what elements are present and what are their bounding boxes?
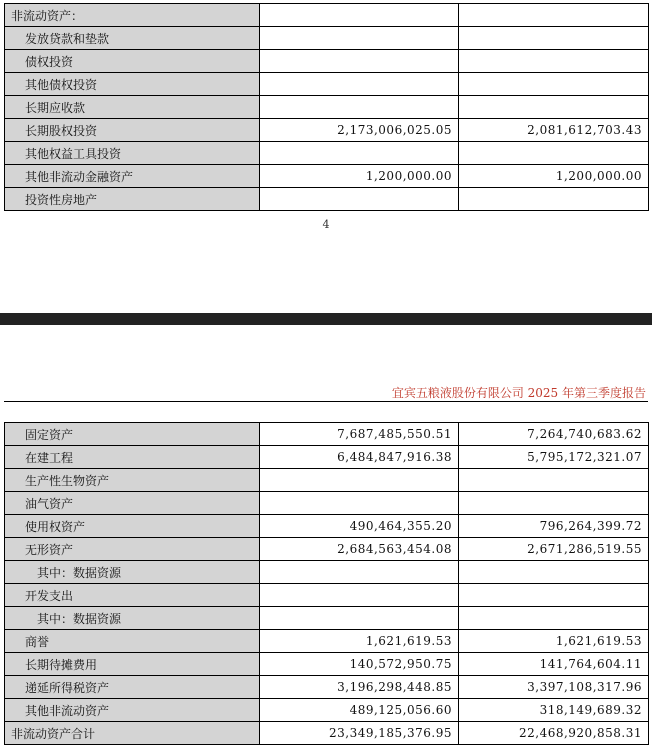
value-current bbox=[260, 73, 459, 96]
table-row bbox=[5, 446, 649, 469]
row-label: 商誉 bbox=[5, 630, 260, 653]
row-label: 在建工程 bbox=[5, 446, 260, 469]
value-current bbox=[260, 607, 459, 630]
value-current bbox=[260, 50, 459, 73]
table-row bbox=[5, 653, 649, 676]
row-label: 其他权益工具投资 bbox=[5, 142, 260, 165]
value-current bbox=[260, 142, 459, 165]
value-prior: 2,081,612,703.43 bbox=[459, 119, 649, 142]
value-prior: 141,764,604.11 bbox=[459, 653, 649, 676]
value-current: 489,125,056.60 bbox=[260, 699, 459, 722]
value-prior bbox=[459, 561, 649, 584]
row-label: 其他非流动金融资产 bbox=[5, 165, 260, 188]
table-row bbox=[5, 50, 649, 73]
value-prior: 5,795,172,321.07 bbox=[459, 446, 649, 469]
row-label: 其中：数据资源 bbox=[5, 607, 260, 630]
table-row bbox=[5, 165, 649, 188]
value-current: 490,464,355.20 bbox=[260, 515, 459, 538]
value-prior bbox=[459, 469, 649, 492]
value-prior bbox=[459, 584, 649, 607]
value-current: 2,684,563,454.08 bbox=[260, 538, 459, 561]
value-current bbox=[260, 584, 459, 607]
value-prior bbox=[459, 27, 649, 50]
value-current: 23,349,185,376.95 bbox=[260, 722, 459, 745]
table-row bbox=[5, 607, 649, 630]
balance-sheet-table-top bbox=[4, 3, 649, 211]
value-current: 3,196,298,448.85 bbox=[260, 676, 459, 699]
table-row bbox=[5, 515, 649, 538]
value-prior: 7,264,740,683.62 bbox=[459, 423, 649, 446]
row-label: 其他非流动资产 bbox=[5, 699, 260, 722]
table-row bbox=[5, 538, 649, 561]
balance-sheet-table-bottom bbox=[4, 422, 649, 745]
value-prior: 1,621,619.53 bbox=[459, 630, 649, 653]
value-prior bbox=[459, 50, 649, 73]
value-current bbox=[260, 188, 459, 211]
header-rule bbox=[4, 401, 648, 402]
value-current bbox=[260, 96, 459, 119]
value-prior bbox=[459, 4, 649, 27]
row-label: 使用权资产 bbox=[5, 515, 260, 538]
table-row bbox=[5, 630, 649, 653]
row-label: 其他债权投资 bbox=[5, 73, 260, 96]
report-header: 宜宾五粮液股份有限公司 2025 年第三季度报告 bbox=[391, 386, 646, 400]
value-prior bbox=[459, 607, 649, 630]
table-row bbox=[5, 188, 649, 211]
table-row bbox=[5, 492, 649, 515]
page-number: 4 bbox=[322, 218, 330, 231]
table-row bbox=[5, 423, 649, 446]
row-label: 无形资产 bbox=[5, 538, 260, 561]
table-row bbox=[5, 722, 649, 745]
table-row bbox=[5, 561, 649, 584]
row-label: 非流动资产： bbox=[5, 4, 260, 27]
value-current bbox=[260, 27, 459, 50]
value-current: 6,484,847,916.38 bbox=[260, 446, 459, 469]
table-row bbox=[5, 96, 649, 119]
row-label: 其中：数据资源 bbox=[5, 561, 260, 584]
table-row bbox=[5, 27, 649, 50]
row-label: 固定资产 bbox=[5, 423, 260, 446]
value-current: 1,621,619.53 bbox=[260, 630, 459, 653]
value-current: 7,687,485,550.51 bbox=[260, 423, 459, 446]
page-break-divider bbox=[0, 313, 652, 325]
row-label: 生产性生物资产 bbox=[5, 469, 260, 492]
value-prior bbox=[459, 492, 649, 515]
value-current bbox=[260, 469, 459, 492]
value-prior bbox=[459, 142, 649, 165]
row-label: 投资性房地产 bbox=[5, 188, 260, 211]
row-label: 开发支出 bbox=[5, 584, 260, 607]
table-row bbox=[5, 699, 649, 722]
row-label: 非流动资产合计 bbox=[5, 722, 260, 745]
table-row bbox=[5, 676, 649, 699]
value-prior: 1,200,000.00 bbox=[459, 165, 649, 188]
value-prior: 318,149,689.32 bbox=[459, 699, 649, 722]
table-row bbox=[5, 4, 649, 27]
row-label: 长期待摊费用 bbox=[5, 653, 260, 676]
value-prior bbox=[459, 73, 649, 96]
row-label: 油气资产 bbox=[5, 492, 260, 515]
value-prior bbox=[459, 96, 649, 119]
value-current: 1,200,000.00 bbox=[260, 165, 459, 188]
table-row bbox=[5, 142, 649, 165]
row-label: 递延所得税资产 bbox=[5, 676, 260, 699]
value-current: 140,572,950.75 bbox=[260, 653, 459, 676]
value-prior: 3,397,108,317.96 bbox=[459, 676, 649, 699]
row-label: 长期应收款 bbox=[5, 96, 260, 119]
row-label: 发放贷款和垫款 bbox=[5, 27, 260, 50]
value-prior bbox=[459, 188, 649, 211]
row-label: 债权投资 bbox=[5, 50, 260, 73]
value-current bbox=[260, 4, 459, 27]
value-prior: 22,468,920,858.31 bbox=[459, 722, 649, 745]
table-row bbox=[5, 73, 649, 96]
table-row bbox=[5, 469, 649, 492]
value-prior: 2,671,286,519.55 bbox=[459, 538, 649, 561]
value-current: 2,173,006,025.05 bbox=[260, 119, 459, 142]
value-prior: 796,264,399.72 bbox=[459, 515, 649, 538]
table-row bbox=[5, 119, 649, 142]
value-current bbox=[260, 561, 459, 584]
row-label: 长期股权投资 bbox=[5, 119, 260, 142]
value-current bbox=[260, 492, 459, 515]
table-row bbox=[5, 584, 649, 607]
